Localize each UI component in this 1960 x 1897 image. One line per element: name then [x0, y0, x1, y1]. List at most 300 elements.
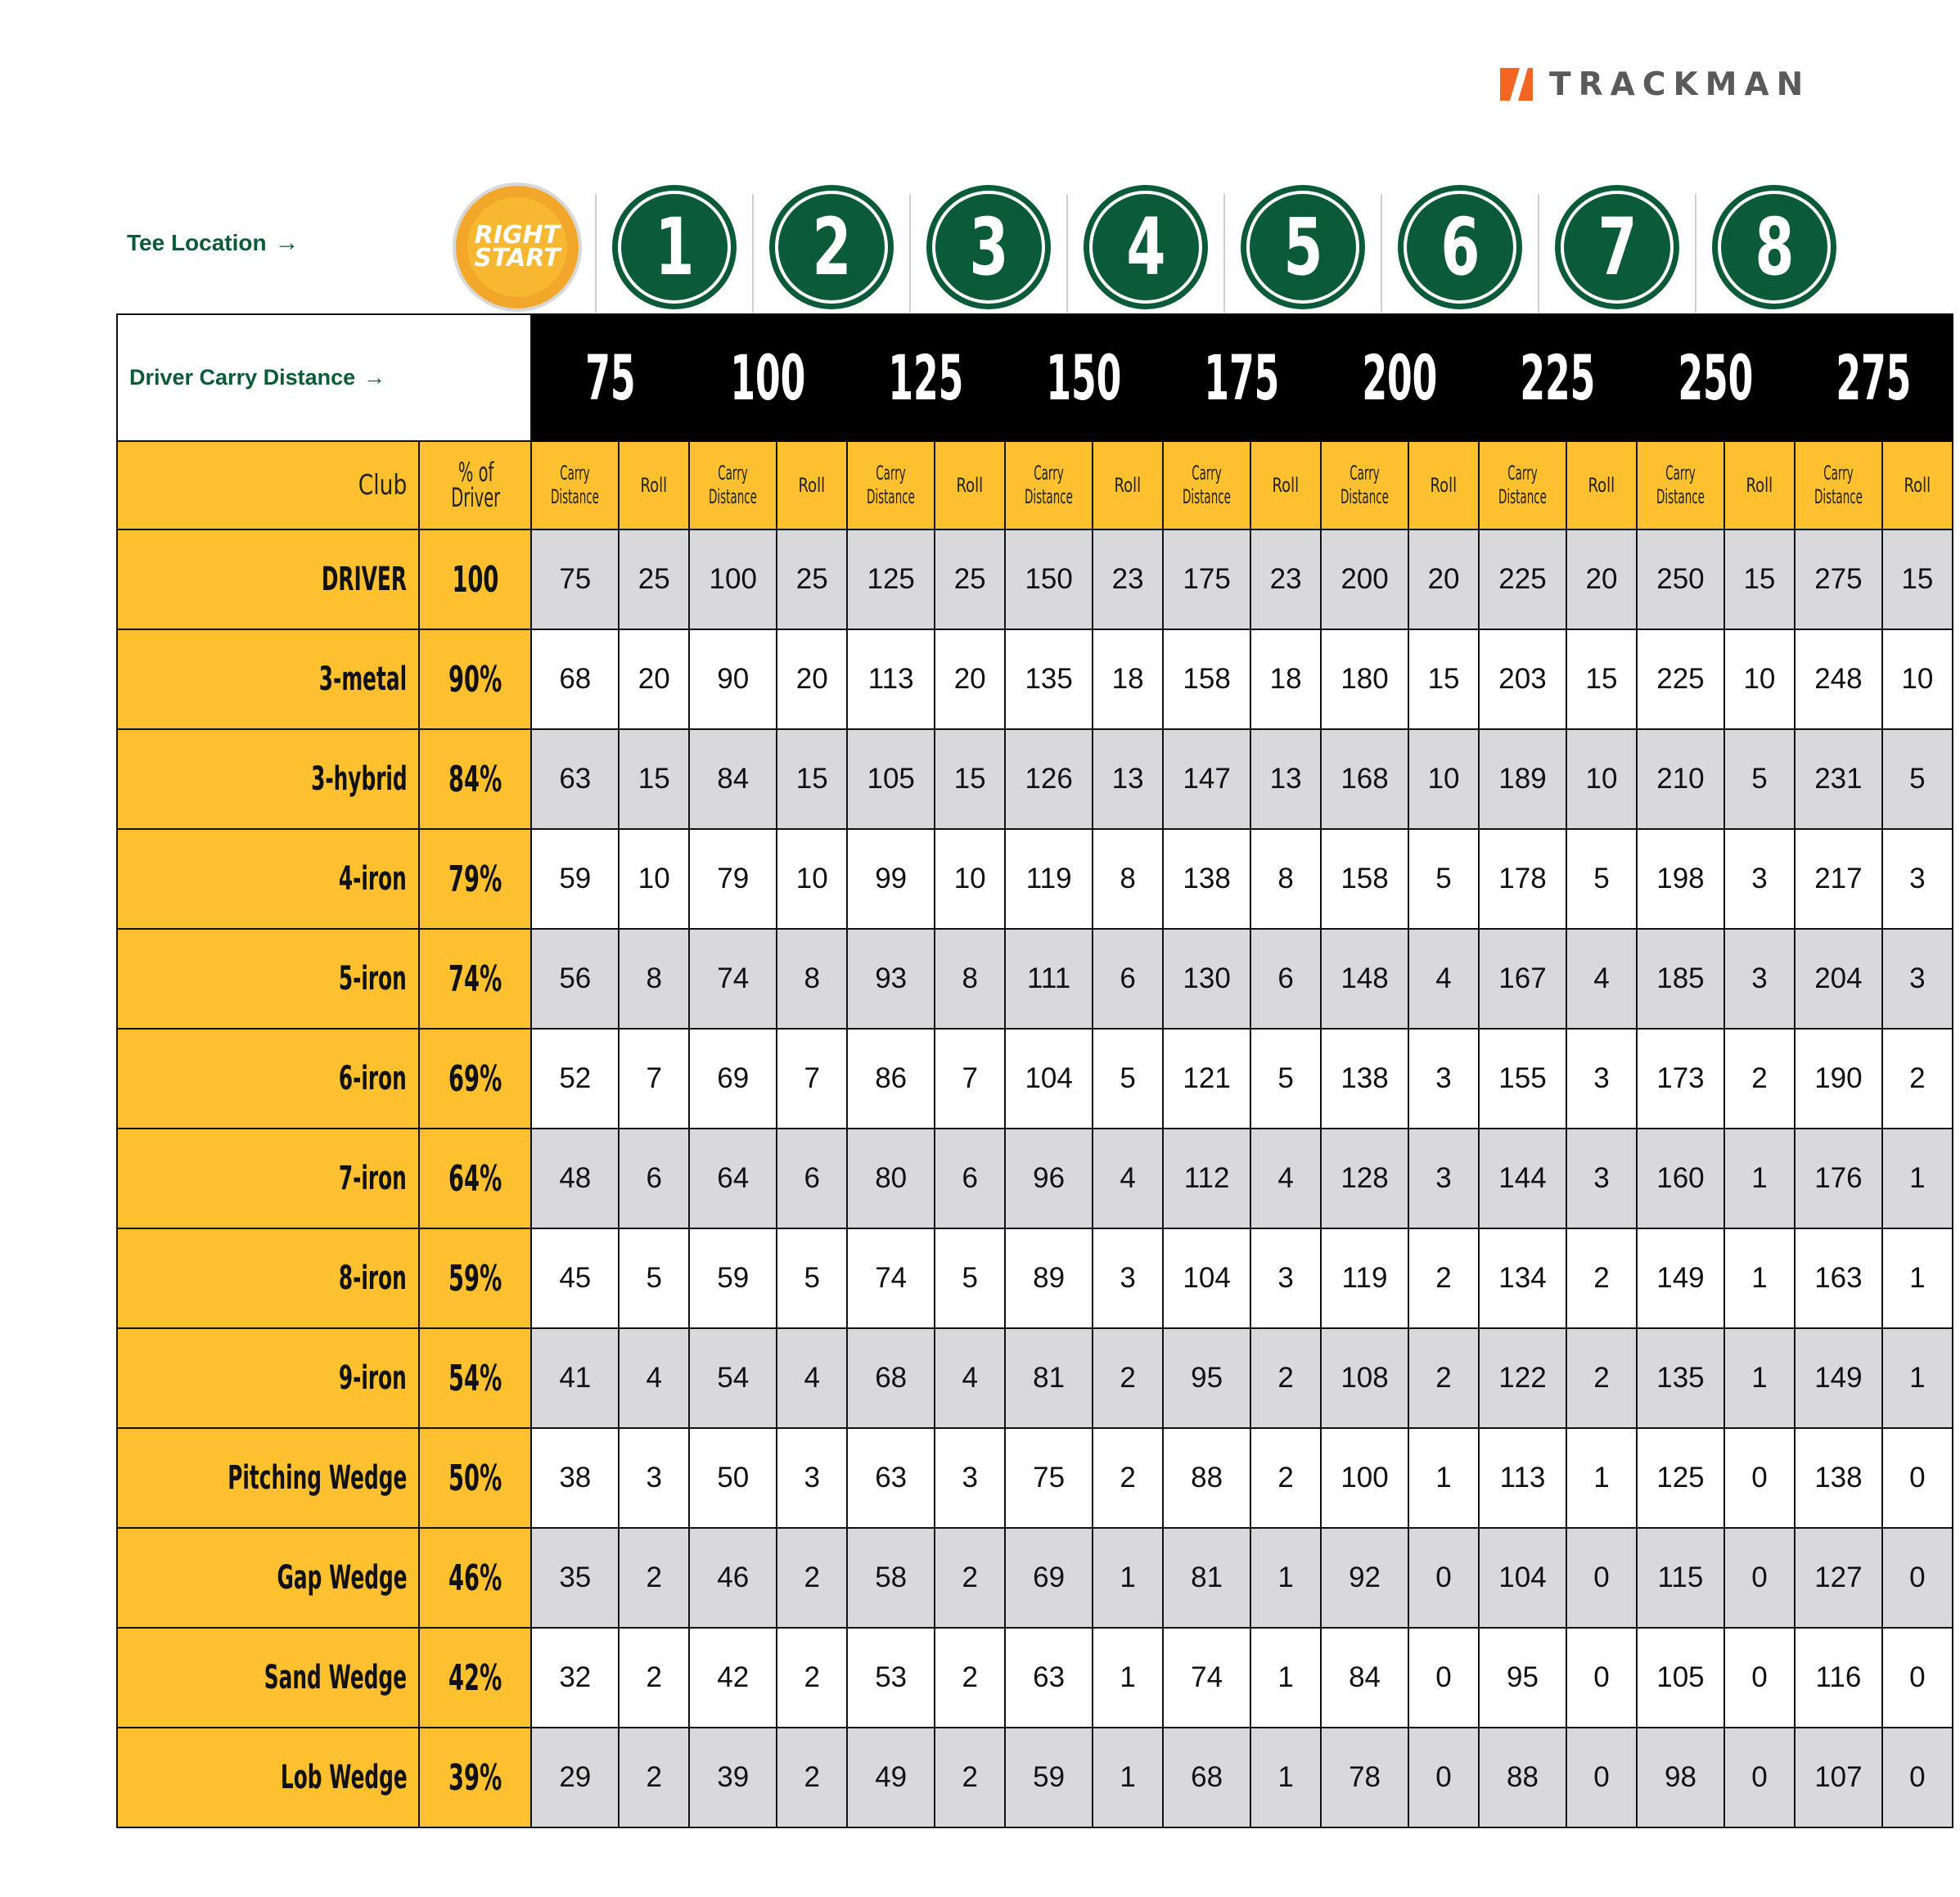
- roll-cell: 3: [1882, 929, 1953, 1029]
- roll-cell: 15: [619, 729, 689, 829]
- carry-distance-cell: 126: [1005, 729, 1093, 829]
- roll-cell: 0: [1724, 1528, 1795, 1628]
- roll-cell: 1: [1724, 1228, 1795, 1328]
- roll-cell: 5: [1093, 1029, 1163, 1129]
- carry-distance-cell: 210: [1637, 729, 1724, 829]
- tee-badge-col: [1067, 182, 1224, 313]
- roll-cell: 8: [1250, 829, 1321, 929]
- roll-cell: 5: [1882, 729, 1953, 829]
- carry-distance-cell: 29: [531, 1728, 619, 1827]
- roll-cell: 15: [777, 729, 847, 829]
- roll-cell: 15: [1566, 629, 1637, 729]
- carry-distance-cell: 113: [1479, 1428, 1566, 1528]
- table-row: [117, 629, 1953, 729]
- carry-distance-cell: 167: [1479, 929, 1566, 1029]
- pct-driver-header: [419, 441, 531, 529]
- carry-distance-cell: 49: [847, 1728, 935, 1827]
- tee-badge-col: [1381, 182, 1539, 313]
- roll-cell: 0: [1882, 1728, 1953, 1827]
- carry-distance-cell: 75: [531, 529, 619, 629]
- tee-badges-row: [439, 182, 1850, 313]
- carry-distance-cell: 74: [689, 929, 777, 1029]
- carry-distance-header: Carry Distance: [1795, 441, 1882, 529]
- roll-header: Roll: [619, 441, 689, 529]
- roll-cell: 6: [935, 1129, 1005, 1228]
- tee-location-label: [127, 229, 300, 257]
- roll-cell: 3: [1408, 1029, 1479, 1129]
- pct-header-line1: % of: [457, 457, 493, 488]
- carry-distance-header: Carry Distance: [689, 441, 777, 529]
- carry-distance-cell: 217: [1795, 829, 1882, 929]
- tee-number: 1: [654, 201, 695, 293]
- carry-distance-cell: 225: [1637, 629, 1724, 729]
- roll-cell: 2: [1093, 1328, 1163, 1428]
- carry-distance-cell: 158: [1321, 829, 1408, 929]
- carry-distance-cell: 56: [531, 929, 619, 1029]
- right-start-line1: RIGHT: [474, 221, 561, 250]
- carry-distance-cell: 204: [1795, 929, 1882, 1029]
- roll-cell: 5: [1724, 729, 1795, 829]
- tee-number-badge: [1713, 186, 1836, 309]
- driver-carry-value: 175: [1163, 314, 1321, 441]
- roll-cell: 3: [619, 1428, 689, 1528]
- roll-cell: 4: [619, 1328, 689, 1428]
- club-name: 5-iron: [117, 929, 419, 1029]
- carry-distance-cell: 42: [689, 1628, 777, 1728]
- carry-distance-cell: 63: [531, 729, 619, 829]
- roll-cell: 2: [1250, 1428, 1321, 1528]
- tee-number-badge: [1084, 186, 1207, 309]
- roll-cell: 1: [1093, 1728, 1163, 1827]
- carry-distance-cell: 155: [1479, 1029, 1566, 1129]
- roll-cell: 1: [1408, 1428, 1479, 1528]
- carry-distance-cell: 134: [1479, 1228, 1566, 1328]
- column-header-row: [117, 441, 1953, 529]
- roll-cell: 2: [935, 1528, 1005, 1628]
- roll-cell: 3: [1724, 829, 1795, 929]
- carry-distance-cell: 59: [689, 1228, 777, 1328]
- table-row: [117, 1728, 1953, 1827]
- carry-distance-cell: 41: [531, 1328, 619, 1428]
- carry-distance-header: Carry Distance: [847, 441, 935, 529]
- carry-distance-cell: 200: [1321, 529, 1408, 629]
- carry-distance-cell: 81: [1163, 1528, 1250, 1628]
- carry-distance-cell: 108: [1321, 1328, 1408, 1428]
- roll-cell: 0: [1566, 1628, 1637, 1728]
- roll-cell: 1: [1250, 1528, 1321, 1628]
- roll-header: Roll: [1250, 441, 1321, 529]
- roll-cell: 25: [935, 529, 1005, 629]
- roll-cell: 8: [777, 929, 847, 1029]
- tee-number-badge: [1241, 186, 1364, 309]
- roll-cell: 0: [1724, 1628, 1795, 1728]
- roll-cell: 20: [935, 629, 1005, 729]
- roll-cell: 1: [1093, 1628, 1163, 1728]
- carry-distance-cell: 190: [1795, 1029, 1882, 1129]
- carry-distance-cell: 63: [1005, 1628, 1093, 1728]
- carry-distance-cell: 68: [531, 629, 619, 729]
- roll-cell: 20: [619, 629, 689, 729]
- roll-header: Roll: [1408, 441, 1479, 529]
- roll-cell: 18: [1093, 629, 1163, 729]
- roll-cell: 15: [1882, 529, 1953, 629]
- carry-distance-cell: 173: [1637, 1029, 1724, 1129]
- carry-distance-cell: 160: [1637, 1129, 1724, 1228]
- roll-cell: 25: [619, 529, 689, 629]
- tee-number-badge: [770, 186, 893, 309]
- roll-cell: 2: [1408, 1328, 1479, 1428]
- carry-distance-cell: 163: [1795, 1228, 1882, 1328]
- table-row: [117, 1628, 1953, 1728]
- carry-distance-header: Carry Distance: [1163, 441, 1250, 529]
- pct-of-driver: 46%: [419, 1528, 531, 1628]
- roll-cell: 7: [777, 1029, 847, 1129]
- carry-distance-cell: 144: [1479, 1129, 1566, 1228]
- roll-cell: 10: [1566, 729, 1637, 829]
- roll-cell: 20: [777, 629, 847, 729]
- club-name: Gap Wedge: [117, 1528, 419, 1628]
- roll-cell: 4: [1250, 1129, 1321, 1228]
- table-row: [117, 929, 1953, 1029]
- roll-cell: 20: [1566, 529, 1637, 629]
- roll-cell: 2: [619, 1528, 689, 1628]
- tee-number: 8: [1754, 201, 1795, 293]
- roll-cell: 0: [1408, 1628, 1479, 1728]
- roll-cell: 10: [1724, 629, 1795, 729]
- carry-distance-cell: 59: [1005, 1728, 1093, 1827]
- carry-distance-cell: 78: [1321, 1728, 1408, 1827]
- carry-distance-cell: 100: [1321, 1428, 1408, 1528]
- carry-distance-cell: 46: [689, 1528, 777, 1628]
- carry-distance-cell: 138: [1321, 1029, 1408, 1129]
- carry-distance-cell: 35: [531, 1528, 619, 1628]
- carry-distance-cell: 84: [1321, 1628, 1408, 1728]
- roll-cell: 2: [1566, 1328, 1637, 1428]
- carry-distance-cell: 100: [689, 529, 777, 629]
- roll-cell: 1: [1250, 1728, 1321, 1827]
- carry-distance-cell: 86: [847, 1029, 935, 1129]
- roll-cell: 2: [777, 1528, 847, 1628]
- carry-distance-cell: 275: [1795, 529, 1882, 629]
- roll-cell: 3: [1566, 1029, 1637, 1129]
- club-name: 8-iron: [117, 1228, 419, 1328]
- carry-distance-cell: 88: [1163, 1428, 1250, 1528]
- roll-cell: 3: [1093, 1228, 1163, 1328]
- roll-cell: 5: [1250, 1029, 1321, 1129]
- roll-cell: 3: [1882, 829, 1953, 929]
- table-row: [117, 1328, 1953, 1428]
- roll-cell: 10: [777, 829, 847, 929]
- tee-number-badge: [1556, 186, 1678, 309]
- pct-of-driver: 64%: [419, 1129, 531, 1228]
- roll-cell: 0: [1882, 1528, 1953, 1628]
- roll-cell: 3: [1566, 1129, 1637, 1228]
- carry-distance-cell: 63: [847, 1428, 935, 1528]
- driver-carry-value: 200: [1321, 314, 1479, 441]
- carry-distance-cell: 168: [1321, 729, 1408, 829]
- roll-cell: 4: [935, 1328, 1005, 1428]
- pct-header-line2: Driver: [450, 482, 500, 513]
- roll-cell: 18: [1250, 629, 1321, 729]
- roll-cell: 10: [1408, 729, 1479, 829]
- roll-cell: 15: [1724, 529, 1795, 629]
- carry-distance-cell: 198: [1637, 829, 1724, 929]
- carry-distance-cell: 74: [847, 1228, 935, 1328]
- carry-distance-cell: 58: [847, 1528, 935, 1628]
- roll-cell: 1: [1566, 1428, 1637, 1528]
- carry-distance-cell: 69: [1005, 1528, 1093, 1628]
- carry-distance-cell: 150: [1005, 529, 1093, 629]
- carry-distance-cell: 84: [689, 729, 777, 829]
- carry-distance-cell: 148: [1321, 929, 1408, 1029]
- roll-cell: 6: [777, 1129, 847, 1228]
- carry-distance-cell: 149: [1637, 1228, 1724, 1328]
- roll-cell: 25: [777, 529, 847, 629]
- carry-distance-cell: 119: [1005, 829, 1093, 929]
- carry-distance-cell: 68: [847, 1328, 935, 1428]
- roll-cell: 10: [935, 829, 1005, 929]
- roll-cell: 2: [1566, 1228, 1637, 1328]
- carry-distance-cell: 138: [1795, 1428, 1882, 1528]
- carry-distance-header: Carry Distance: [531, 441, 619, 529]
- carry-distance-cell: 95: [1479, 1628, 1566, 1728]
- roll-cell: 5: [1408, 829, 1479, 929]
- pct-of-driver: 74%: [419, 929, 531, 1029]
- table-row: [117, 829, 1953, 929]
- carry-distance-cell: 122: [1479, 1328, 1566, 1428]
- roll-cell: 3: [1724, 929, 1795, 1029]
- roll-cell: 2: [619, 1728, 689, 1827]
- pct-of-driver: 59%: [419, 1228, 531, 1328]
- carry-distance-cell: 250: [1637, 529, 1724, 629]
- roll-cell: 0: [1566, 1728, 1637, 1827]
- carry-distance-cell: 96: [1005, 1129, 1093, 1228]
- carry-distance-cell: 98: [1637, 1728, 1724, 1827]
- pct-of-driver: 84%: [419, 729, 531, 829]
- carry-distance-cell: 105: [1637, 1628, 1724, 1728]
- roll-cell: 2: [777, 1728, 847, 1827]
- roll-cell: 6: [1250, 929, 1321, 1029]
- roll-cell: 1: [1882, 1129, 1953, 1228]
- carry-distance-cell: 89: [1005, 1228, 1093, 1328]
- roll-cell: 2: [1408, 1228, 1479, 1328]
- carry-distance-cell: 52: [531, 1029, 619, 1129]
- pct-of-driver: 54%: [419, 1328, 531, 1428]
- tee-number: 2: [811, 201, 852, 293]
- roll-header: Roll: [935, 441, 1005, 529]
- tee-location-text: Tee Location: [127, 230, 267, 255]
- carry-distance-cell: 121: [1163, 1029, 1250, 1129]
- carry-distance-cell: 175: [1163, 529, 1250, 629]
- driver-carry-label-cell: [117, 314, 531, 441]
- carry-distance-header: Carry Distance: [1479, 441, 1566, 529]
- carry-distance-cell: 93: [847, 929, 935, 1029]
- carry-distance-cell: 180: [1321, 629, 1408, 729]
- pct-of-driver: 79%: [419, 829, 531, 929]
- roll-cell: 7: [619, 1029, 689, 1129]
- roll-cell: 3: [935, 1428, 1005, 1528]
- roll-header: Roll: [1093, 441, 1163, 529]
- pct-of-driver: 100: [419, 529, 531, 629]
- carry-distance-cell: 135: [1637, 1328, 1724, 1428]
- roll-cell: 23: [1093, 529, 1163, 629]
- driver-carry-label: Driver Carry Distance: [129, 365, 356, 390]
- roll-cell: 23: [1250, 529, 1321, 629]
- carry-distance-cell: 128: [1321, 1129, 1408, 1228]
- carry-distance-cell: 189: [1479, 729, 1566, 829]
- roll-cell: 3: [777, 1428, 847, 1528]
- carry-distance-cell: 104: [1479, 1528, 1566, 1628]
- carry-distance-cell: 111: [1005, 929, 1093, 1029]
- carry-distance-cell: 107: [1795, 1728, 1882, 1827]
- roll-cell: 2: [619, 1628, 689, 1728]
- table-row: [117, 1428, 1953, 1528]
- tee-number-badge: [927, 186, 1050, 309]
- tee-badge-col: [910, 182, 1067, 313]
- carry-distance-header: Carry Distance: [1321, 441, 1408, 529]
- carry-distance-cell: 125: [1637, 1428, 1724, 1528]
- club-name: 3-hybrid: [117, 729, 419, 829]
- table-row: [117, 1528, 1953, 1628]
- roll-cell: 4: [777, 1328, 847, 1428]
- roll-cell: 0: [1882, 1628, 1953, 1728]
- roll-cell: 20: [1408, 529, 1479, 629]
- carry-distance-cell: 32: [531, 1628, 619, 1728]
- roll-cell: 10: [619, 829, 689, 929]
- right-start-line2: START: [474, 244, 561, 273]
- roll-cell: 0: [1566, 1528, 1637, 1628]
- carry-distance-cell: 178: [1479, 829, 1566, 929]
- roll-cell: 2: [1724, 1029, 1795, 1129]
- carry-distance-cell: 225: [1479, 529, 1566, 629]
- roll-cell: 2: [1882, 1029, 1953, 1129]
- roll-cell: 13: [1093, 729, 1163, 829]
- roll-cell: 0: [1724, 1728, 1795, 1827]
- pct-of-driver: 39%: [419, 1728, 531, 1827]
- roll-header: Roll: [1724, 441, 1795, 529]
- carry-distance-cell: 81: [1005, 1328, 1093, 1428]
- club-name: 7-iron: [117, 1129, 419, 1228]
- tee-number: 7: [1597, 201, 1638, 293]
- roll-cell: 1: [1093, 1528, 1163, 1628]
- carry-distance-cell: 112: [1163, 1129, 1250, 1228]
- driver-carry-value: 150: [1005, 314, 1163, 441]
- carry-distance-cell: 45: [531, 1228, 619, 1328]
- roll-cell: 5: [1566, 829, 1637, 929]
- table-row: [117, 1129, 1953, 1228]
- roll-cell: 1: [1882, 1228, 1953, 1328]
- carry-distance-cell: 38: [531, 1428, 619, 1528]
- tee-number-badge: [613, 186, 736, 309]
- roll-cell: 5: [935, 1228, 1005, 1328]
- tee-badge-col: [1696, 182, 1853, 313]
- tee-badge-col: [1224, 182, 1381, 313]
- club-name: Sand Wedge: [117, 1628, 419, 1728]
- club-name: 9-iron: [117, 1328, 419, 1428]
- carry-distance-header: Carry Distance: [1637, 441, 1724, 529]
- roll-cell: 2: [1250, 1328, 1321, 1428]
- carry-distance-cell: 64: [689, 1129, 777, 1228]
- carry-distance-cell: 90: [689, 629, 777, 729]
- carry-distance-cell: 119: [1321, 1228, 1408, 1328]
- arrow-right-icon: →: [274, 229, 300, 256]
- club-header: Club: [117, 441, 419, 529]
- driver-carry-row: [117, 314, 1953, 441]
- carry-distance-cell: 80: [847, 1129, 935, 1228]
- roll-cell: 1: [1882, 1328, 1953, 1428]
- carry-distance-cell: 54: [689, 1328, 777, 1428]
- carry-distance-cell: 149: [1795, 1328, 1882, 1428]
- carry-distance-cell: 176: [1795, 1129, 1882, 1228]
- tee-number: 4: [1125, 201, 1166, 293]
- carry-distance-cell: 53: [847, 1628, 935, 1728]
- carry-distance-cell: 59: [531, 829, 619, 929]
- carry-distance-cell: 79: [689, 829, 777, 929]
- roll-cell: 4: [1408, 929, 1479, 1029]
- roll-cell: 13: [1250, 729, 1321, 829]
- roll-cell: 2: [777, 1628, 847, 1728]
- carry-distance-cell: 92: [1321, 1528, 1408, 1628]
- club-name: 3-metal: [117, 629, 419, 729]
- roll-cell: 1: [1250, 1628, 1321, 1728]
- carry-distance-cell: 147: [1163, 729, 1250, 829]
- right-start-badge-col: [439, 182, 596, 313]
- roll-cell: 3: [1408, 1129, 1479, 1228]
- carry-distance-cell: 104: [1163, 1228, 1250, 1328]
- carry-distance-cell: 75: [1005, 1428, 1093, 1528]
- roll-cell: 0: [1408, 1528, 1479, 1628]
- roll-cell: 6: [619, 1129, 689, 1228]
- driver-carry-value: 75: [531, 314, 689, 441]
- roll-cell: 2: [935, 1628, 1005, 1728]
- driver-carry-value: 225: [1479, 314, 1637, 441]
- carry-distance-cell: 127: [1795, 1528, 1882, 1628]
- roll-cell: 1: [1724, 1328, 1795, 1428]
- pct-of-driver: 42%: [419, 1628, 531, 1728]
- carry-distance-cell: 113: [847, 629, 935, 729]
- carry-distance-cell: 231: [1795, 729, 1882, 829]
- table-row: [117, 729, 1953, 829]
- table-row: [117, 529, 1953, 629]
- carry-distance-cell: 248: [1795, 629, 1882, 729]
- carry-distance-cell: 69: [689, 1029, 777, 1129]
- tee-number: 3: [968, 201, 1009, 293]
- carry-distance-cell: 48: [531, 1129, 619, 1228]
- carry-distance-cell: 185: [1637, 929, 1724, 1029]
- roll-cell: 2: [935, 1728, 1005, 1827]
- carry-distance-cell: 138: [1163, 829, 1250, 929]
- carry-distance-cell: 115: [1637, 1528, 1724, 1628]
- tee-number: 5: [1282, 201, 1323, 293]
- roll-cell: 8: [935, 929, 1005, 1029]
- brand-name: TRACKMAN: [1549, 65, 1811, 103]
- roll-cell: 3: [1250, 1228, 1321, 1328]
- carry-distance-cell: 158: [1163, 629, 1250, 729]
- roll-cell: 15: [1408, 629, 1479, 729]
- carry-distance-cell: 39: [689, 1728, 777, 1827]
- club-name: 6-iron: [117, 1029, 419, 1129]
- roll-cell: 4: [1566, 929, 1637, 1029]
- club-distance-table: [116, 313, 1953, 1828]
- carry-distance-cell: 95: [1163, 1328, 1250, 1428]
- pct-of-driver: 50%: [419, 1428, 531, 1528]
- roll-cell: 2: [1093, 1428, 1163, 1528]
- tee-badge-col: [753, 182, 910, 313]
- tee-number-badge: [1399, 186, 1521, 309]
- club-name: Pitching Wedge: [117, 1428, 419, 1528]
- carry-distance-cell: 99: [847, 829, 935, 929]
- carry-distance-cell: 116: [1795, 1628, 1882, 1728]
